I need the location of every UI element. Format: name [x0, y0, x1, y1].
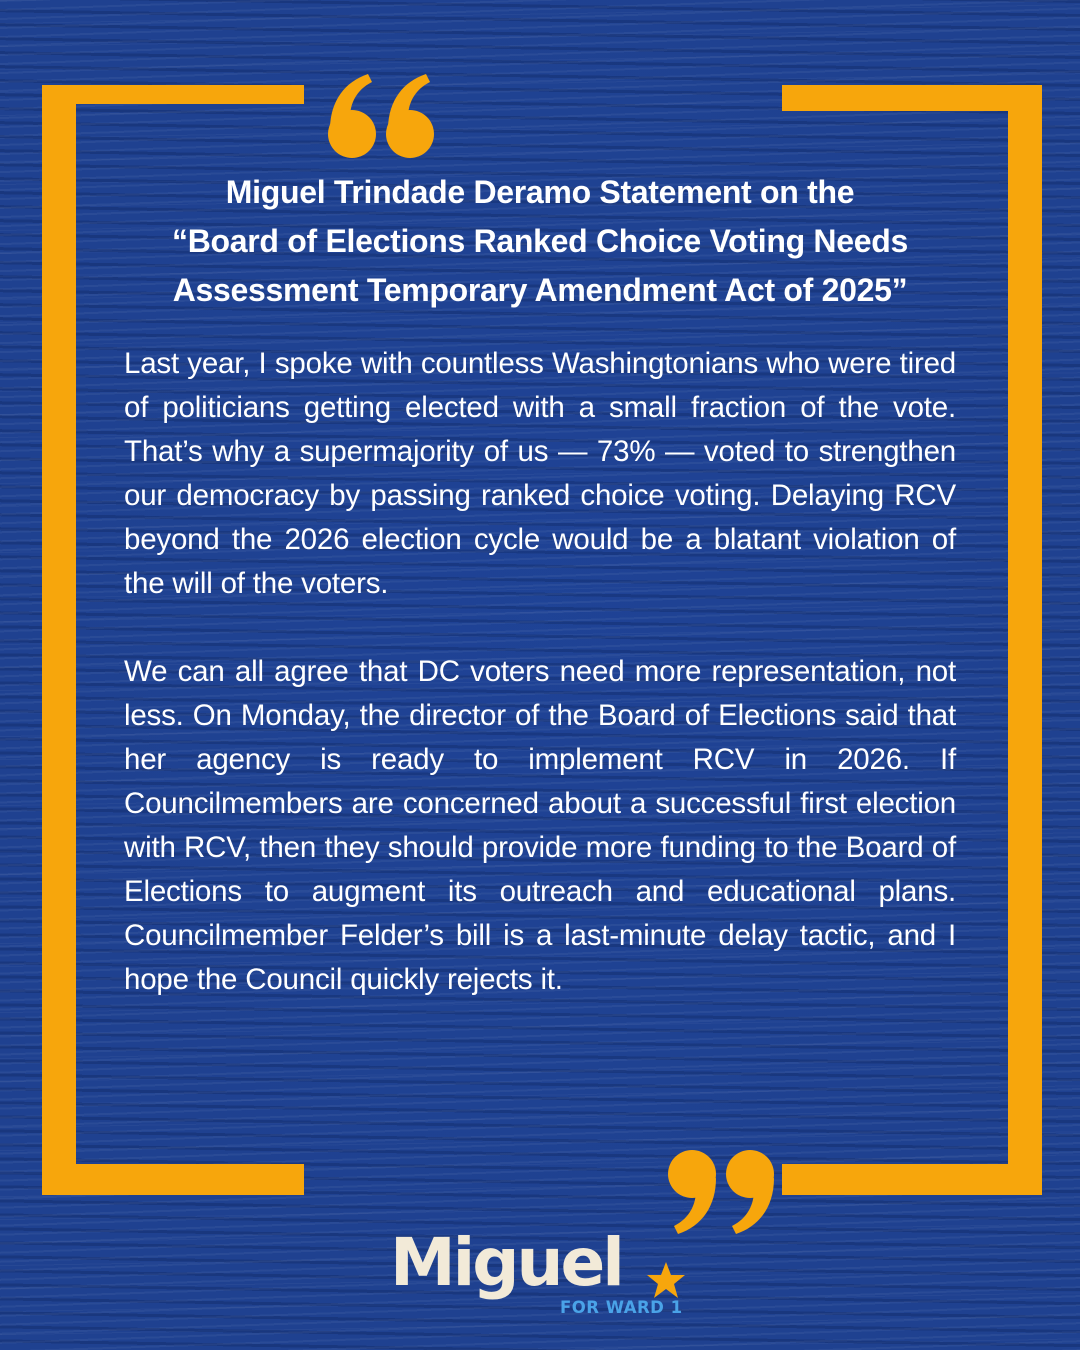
campaign-logo	[390, 1224, 700, 1325]
right-bracket-bottom-arm	[782, 1164, 1042, 1195]
logo-name: Miguel	[390, 1224, 622, 1301]
right-bracket-top-arm	[782, 85, 1042, 111]
statement-body	[124, 342, 956, 1002]
statement-headline	[100, 168, 980, 315]
left-bracket-bottom-arm	[42, 1164, 304, 1195]
right-bracket-vertical	[1008, 85, 1042, 1195]
left-bracket-vertical	[42, 85, 76, 1195]
headline-line-1: Miguel Trindade Deramo Statement on the	[225, 174, 855, 210]
logo-tagline: FOR WARD 1	[560, 1298, 683, 1317]
star-icon	[646, 1260, 686, 1300]
left-bracket-top-arm	[42, 85, 304, 104]
open-quote-icon	[322, 58, 442, 178]
body-paragraph-2: We can all agree that DC voters need more representation, not less. On Monday, the director of the Board of Elections said that her agency is ready to implement RCV in 2026. If Councilmembers are concerned about a successful first election with RCV, then they should provide more funding to the Board of Elections to augment its outreach and educational plans. Councilmember Felder’s bill is a last-minute delay tactic, and I hope the Council quickly rejects it.	[124, 655, 956, 996]
headline-line-2: “Board of Elections Ranked Choice Voting Needs	[172, 223, 908, 259]
body-paragraph-1: Last year, I spoke with countless Washingtonians who were tired of politicians getting elected with a small fraction of the vote. That’s why a supermajority of us — 73% — voted to strengthen our democracy by passing ranked choice voting. Delaying RCV beyond the 2026 election cycle would be a blatant violation of the will of the voters.	[124, 347, 956, 600]
headline-line-3: Assessment Temporary Amendment Act of 2025”	[172, 272, 908, 308]
